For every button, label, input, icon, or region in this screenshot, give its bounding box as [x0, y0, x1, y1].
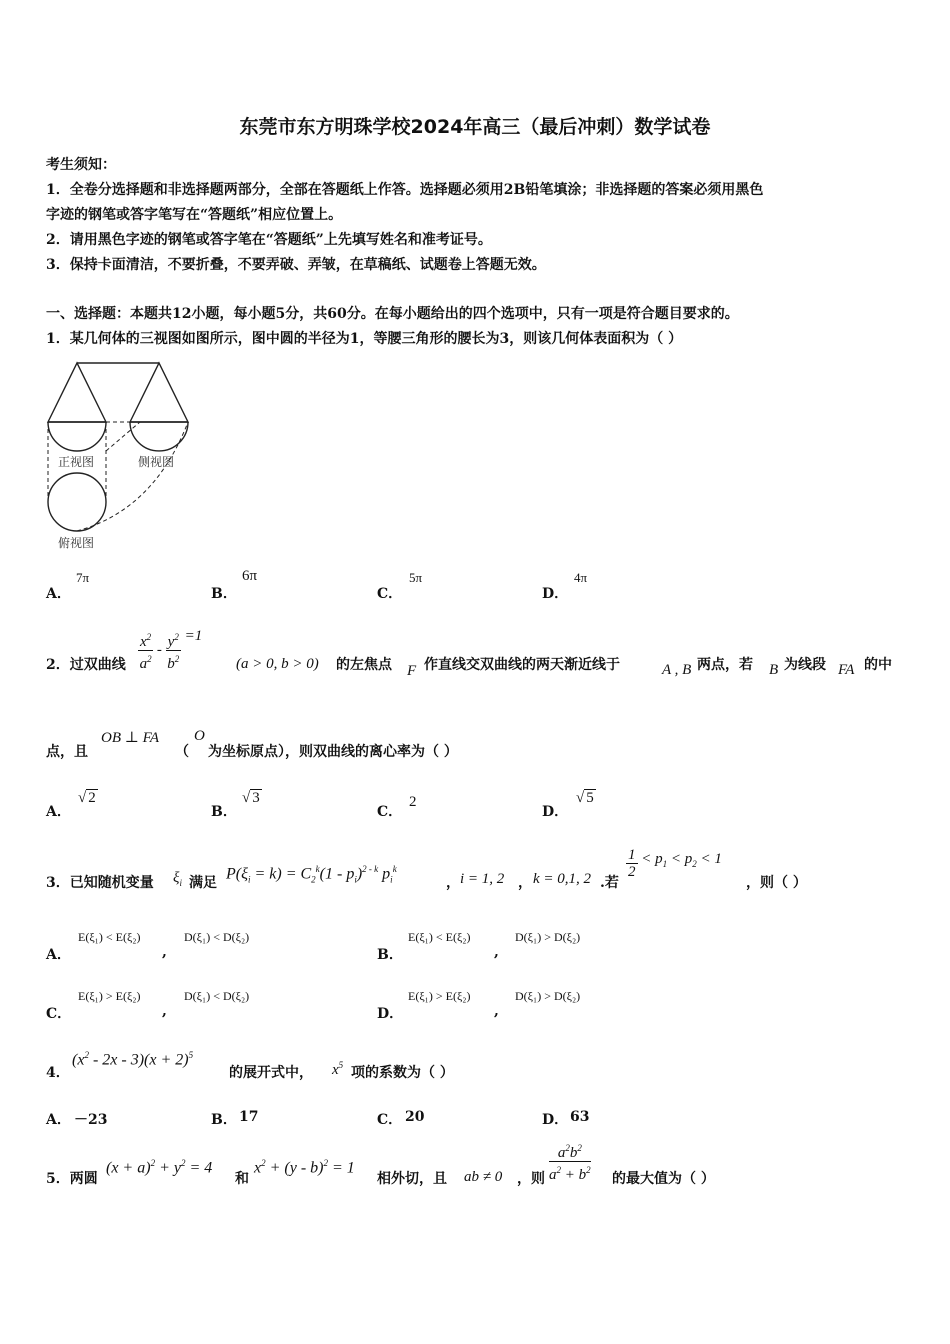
section-heading: 一、选择题：本题共12小题，每小题5分，共60分。在每小题给出的四个选项中，只有一项是符合题目要求的。 — [46, 306, 739, 322]
q3-option-b-e: E(ξ₁) < E(ξ₂) — [408, 930, 471, 944]
three-view-figure — [44, 360, 194, 555]
q2-prefix: 2．过双曲线 — [46, 657, 126, 673]
q5-circle-2: $x^2 + (y - b)^2 = 1$ — [254, 1158, 355, 1177]
q3-text-3: ， — [518, 875, 532, 891]
q3-text-4: .若 — [600, 875, 619, 891]
q3-option-c-label: C． — [46, 1006, 72, 1022]
q3-option-c-d: D(ξ₁) < D(ξ₂) — [184, 989, 250, 1003]
page-title: 东莞市东方明珠学校2024年高三（最后冲刺）数学试卷 — [239, 116, 711, 138]
q2-point-f: F — [407, 663, 417, 679]
q1-option-b-value: 6π — [242, 568, 258, 584]
q2-text-4: 为线段 — [784, 657, 826, 673]
q2-condition: (a > 0, b > 0) — [236, 656, 319, 672]
q3-option-d-d: D(ξ₁) > D(ξ₂) — [515, 989, 581, 1003]
q2-point-b: B — [769, 662, 779, 678]
q2-points-ab: A , B — [662, 662, 692, 678]
front-view-label: 正视图 — [58, 455, 95, 469]
q3-distribution: $P(\xi_i = k) = C_2^k(1 - p_i)^{2 - k}$ $p_i^k$ — [226, 864, 397, 885]
q3-option-d-comma: , — [494, 1003, 499, 1019]
q2-option-c-value: 2 — [409, 794, 417, 810]
front-view-triangle — [48, 363, 106, 422]
q3-option-b-comma: , — [494, 944, 499, 960]
q1-option-b-label: B． — [211, 586, 237, 602]
q4-option-c-label: C． — [377, 1112, 403, 1128]
q3-option-d-e: E(ξ₁) > E(ξ₂) — [408, 989, 471, 1003]
q2-line2-suffix: 为坐标原点），则双曲线的离心率为（ ） — [208, 744, 458, 760]
q2-text-2: 作直线交双曲线的两天渐近线于 — [424, 657, 620, 673]
side-view-semicircle — [130, 422, 188, 451]
q3-prefix: 3．已知随机变量 — [46, 875, 154, 891]
q5-text-2: 相外切，且 — [377, 1171, 447, 1187]
q5-text-3: ，则 — [517, 1171, 545, 1187]
q2-segment-fa: FA — [838, 662, 855, 678]
q3-p-condition: $\frac{1}{2}$ < $p_1 < p_2 < 1$ — [628, 847, 722, 880]
q2-paren-open: （ — [175, 744, 189, 760]
q1-option-a-label: A． — [46, 586, 71, 602]
q2-option-d-label: D． — [542, 804, 569, 820]
front-view-semicircle — [48, 422, 106, 451]
q2-option-c-label: C． — [377, 804, 403, 820]
q2-text-3: 两点，若 — [697, 657, 753, 673]
q3-option-a-d: D(ξ₁) < D(ξ₂) — [184, 930, 250, 944]
q1-option-d-label: D． — [542, 586, 569, 602]
q2-option-d-value: √ 5 — [576, 790, 594, 806]
notice-line-1a: 1．全卷分选择题和非选择题两部分，全部在答题纸上作答。选择题必须用2B铅笔填涂；非选择题的答案必须用黑色 — [46, 182, 764, 198]
q3-option-a-label: A． — [46, 947, 71, 963]
question-1-text: 1．某几何体的三视图如图所示，图中圆的半径为1，等腰三角形的腰长为3，则该几何体表面积为（ ） — [46, 331, 683, 347]
q3-option-d-label: D． — [377, 1006, 404, 1022]
q3-text-5: ，则（ ） — [746, 875, 807, 891]
q3-text-1: 满足 — [189, 875, 217, 891]
q4-option-a-label: A． — [46, 1112, 71, 1128]
notice-heading: 考生须知： — [46, 157, 116, 173]
q4-text-2: 项的系数为（ ） — [351, 1065, 454, 1081]
q4-option-d-value: 63 — [570, 1109, 590, 1125]
notice-line-1b: 字迹的钢笔或答字笔写在“答题纸”相应位置上。 — [46, 207, 343, 223]
q2-perpendicular: OB ⊥ FA — [101, 730, 159, 746]
side-view-triangle — [130, 363, 188, 422]
q2-origin: O — [194, 728, 205, 744]
q4-term: $x^5$ — [332, 1060, 344, 1078]
q3-option-a-e: E(ξ₁) < E(ξ₂) — [78, 930, 141, 944]
q3-option-b-label: B． — [377, 947, 403, 963]
q4-option-b-value: 17 — [239, 1109, 259, 1125]
q5-fraction: $\frac{a^2b^2}{a^2 + b^2}$ — [549, 1140, 591, 1183]
q2-text-5: 的中 — [864, 657, 892, 673]
q4-option-a-value: －23 — [74, 1112, 108, 1128]
q1-option-d-value: 4π — [574, 570, 588, 585]
side-view-label: 侧视图 — [138, 455, 175, 469]
q4-option-c-value: 20 — [405, 1109, 425, 1125]
q3-option-c-e: E(ξ₁) > E(ξ₂) — [78, 989, 141, 1003]
q2-option-a-value: √ 2 — [78, 790, 96, 806]
top-view-label: 俯视图 — [58, 536, 95, 550]
q4-option-b-label: B． — [211, 1112, 237, 1128]
q4-expression: $(x^2 - 2x - 3)(x + 2)^5$ — [72, 1050, 194, 1069]
q3-option-a-comma: , — [162, 944, 167, 960]
q5-text-1: 和 — [235, 1171, 249, 1187]
q2-option-b-label: B． — [211, 804, 237, 820]
q5-text-4: 的最大值为（ ） — [612, 1171, 715, 1187]
q1-option-c-label: C． — [377, 586, 403, 602]
top-view-circle — [48, 473, 106, 531]
q2-hyperbola-equation: $\frac{x^2}{a^2}$ - $\frac{y^2}{b^2}$ =1 — [139, 628, 203, 673]
q5-circle-1: $(x + a)^2 + y^2 = 4$ — [106, 1158, 213, 1177]
q1-option-c-value: 5π — [409, 570, 423, 585]
q3-option-b-d: D(ξ₁) > D(ξ₂) — [515, 930, 581, 944]
q4-prefix: 4． — [46, 1065, 70, 1081]
notice-line-2: 2．请用黑色字迹的钢笔或答字笔在“答题纸”上先填写姓名和准考证号。 — [46, 232, 492, 248]
q3-i-values: i = 1, 2 — [460, 871, 505, 887]
q2-option-a-label: A． — [46, 804, 71, 820]
q4-option-d-label: D． — [542, 1112, 569, 1128]
q5-prefix: 5．两圆 — [46, 1171, 98, 1187]
notice-line-3: 3．保持卡面清洁，不要折叠，不要弄破、弄皱，在草稿纸、试题卷上答题无效。 — [46, 257, 546, 273]
q5-condition: ab ≠ 0 — [464, 1169, 503, 1185]
q2-option-b-value: √ 3 — [242, 790, 260, 806]
q1-option-a-value: 7π — [76, 570, 90, 585]
q3-option-c-comma: , — [162, 1003, 167, 1019]
q2-text-1: 的左焦点 — [336, 657, 392, 673]
q2-line2-prefix: 点，且 — [46, 744, 88, 760]
q3-k-values: k = 0,1, 2 — [533, 871, 592, 887]
q3-text-2: ， — [446, 875, 460, 891]
q4-text-1: 的展开式中， — [229, 1065, 313, 1081]
q3-xi-i: $\xi_i$ — [173, 870, 182, 888]
